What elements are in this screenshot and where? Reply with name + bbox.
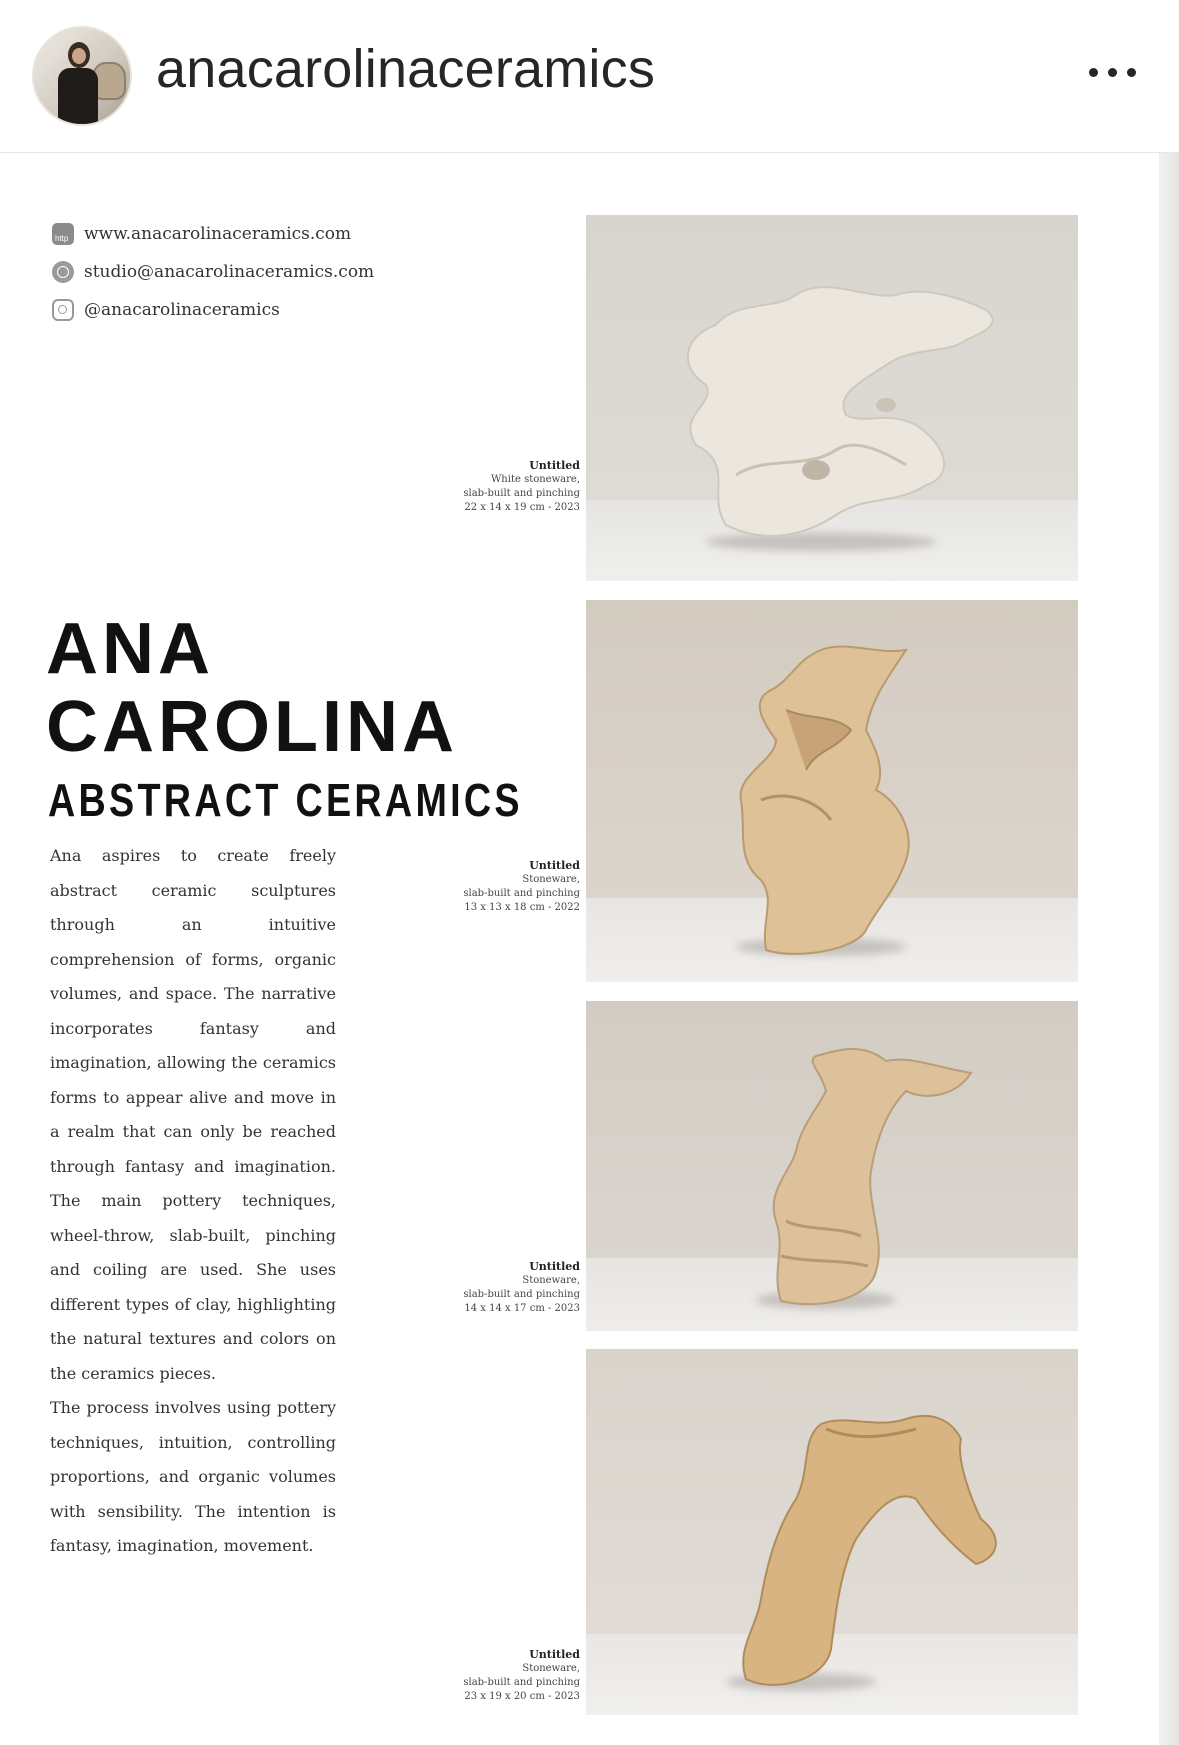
artwork-photo-1: [586, 215, 1078, 581]
caption-title: Untitled: [529, 1648, 580, 1661]
post-image[interactable]: [0, 153, 1159, 1745]
username-link[interactable]: anacarolinaceramics: [156, 39, 656, 99]
artwork-caption-4: [420, 1648, 580, 1704]
artwork-photo-3: [586, 1001, 1078, 1331]
artwork-caption-3: [420, 1260, 580, 1316]
title-last-name: CAROLINA: [46, 687, 458, 767]
caption-material: White stoneware,: [491, 474, 580, 485]
artwork-photo-2: [586, 600, 1078, 982]
sculpture-2: [586, 600, 1078, 982]
title-first-name: ANA: [46, 609, 214, 689]
post-header: [0, 0, 1179, 153]
sculpture-1: [586, 215, 1078, 581]
contact-email: [52, 253, 374, 291]
caption-title: Untitled: [529, 459, 580, 472]
website-text: www.anacarolinaceramics.com: [84, 224, 352, 244]
caption-dimensions: 13 x 13 x 18 cm - 2022: [464, 902, 580, 913]
instagram-text: @anacarolinaceramics: [84, 300, 280, 320]
contact-website: [52, 215, 374, 253]
caption-title: Untitled: [529, 1260, 580, 1273]
sculpture-3: [586, 1001, 1078, 1331]
artwork-caption-1: [420, 459, 580, 515]
caption-title: Untitled: [529, 859, 580, 872]
caption-material: Stoneware,: [522, 1275, 580, 1286]
caption-dimensions: 22 x 14 x 19 cm - 2023: [464, 502, 580, 513]
caption-technique: slab-built and pinching: [463, 1677, 580, 1688]
profile-avatar[interactable]: [32, 26, 132, 126]
caption-technique: slab-built and pinching: [463, 488, 580, 499]
email-text: studio@anacarolinaceramics.com: [84, 262, 375, 282]
web-icon: http: [52, 223, 74, 245]
caption-technique: slab-built and pinching: [463, 888, 580, 899]
caption-material: Stoneware,: [522, 1663, 580, 1674]
caption-dimensions: 14 x 14 x 17 cm - 2023: [464, 1303, 580, 1314]
sculpture-4: [586, 1349, 1078, 1715]
caption-technique: slab-built and pinching: [463, 1289, 580, 1300]
bio-paragraph: The process involves using pottery techniques, intuition, controlling proportions, and organic volumes with sensibility. The intention is fantasy, imagination, movement.: [50, 1398, 336, 1555]
artwork-caption-2: [420, 859, 580, 915]
contact-instagram: [52, 291, 374, 329]
caption-dimensions: 23 x 19 x 20 cm - 2023: [464, 1691, 580, 1702]
contact-list: [52, 215, 374, 329]
artwork-photo-4: [586, 1349, 1078, 1715]
page-edge: [1159, 153, 1179, 1745]
page-subtitle: ABSTRACT CERAMICS: [48, 774, 523, 826]
caption-material: Stoneware,: [522, 874, 580, 885]
bio-paragraph: Ana aspires to create freely abstract ceramic sculptures through an intuitive comprehension of forms, organic volumes, and space. The narrative incorporates fantasy and imagination, allowing the ceramics forms to appear alive and move in a realm that can only be reached through fantasy and imagination. The main pottery techniques, wheel-throw, slab-built, pinching and coiling are used. She uses different types of clay, highlighting the natural textures and colors on the ceramics pieces.: [50, 846, 336, 1383]
instagram-icon: [52, 299, 74, 321]
more-options-icon[interactable]: [1085, 50, 1141, 94]
artist-bio: [50, 839, 336, 1564]
email-icon: [52, 261, 74, 283]
